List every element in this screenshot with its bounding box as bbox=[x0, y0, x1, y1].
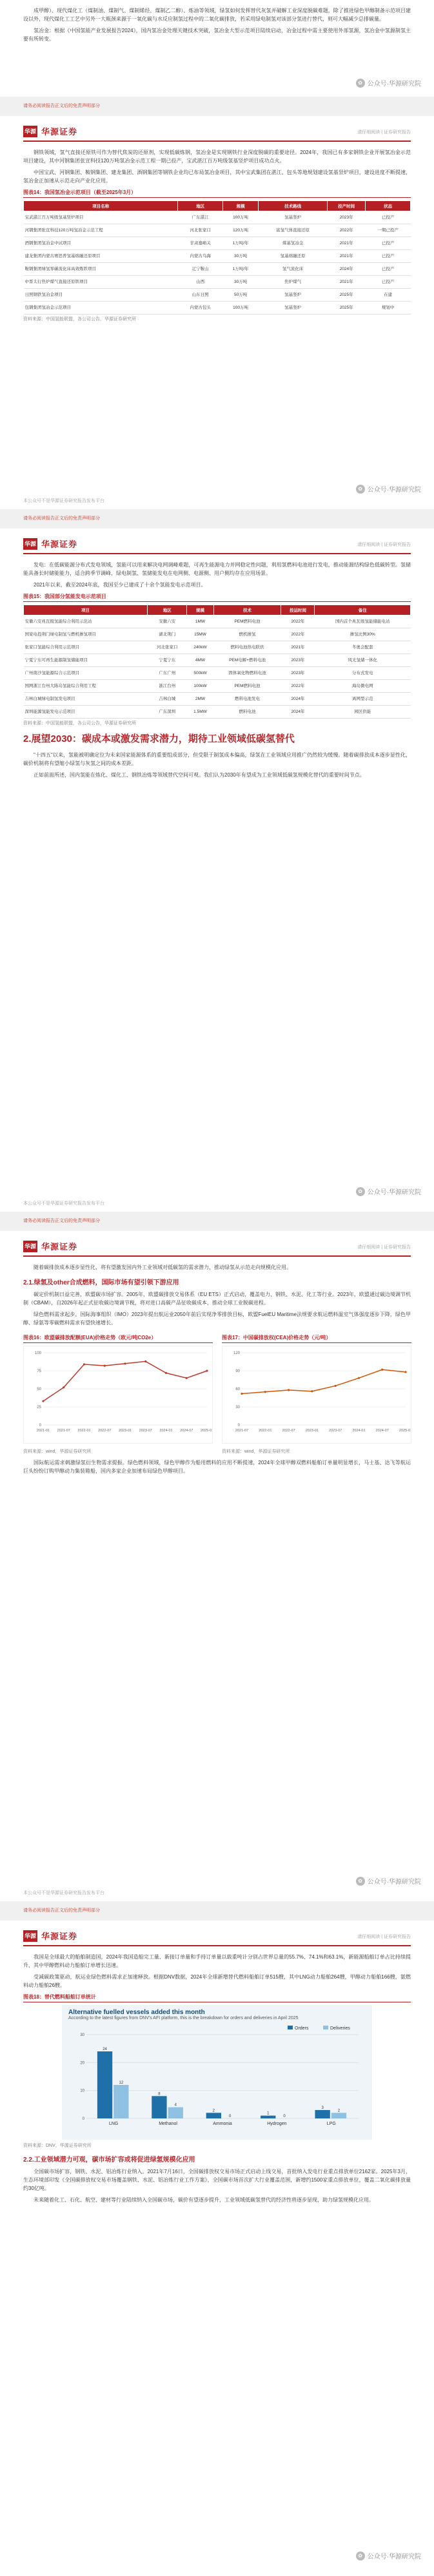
table-cell: 掺氢比例30% bbox=[315, 628, 411, 641]
table-cell: 浙江台州 bbox=[148, 680, 187, 693]
page-2 bbox=[0, 116, 434, 509]
header-divider bbox=[23, 1255, 411, 1257]
table-cell: 30万吨 bbox=[222, 250, 258, 263]
paragraph: 正如前面所述，国内氢能在炼化、煤化工、钢铁冶炼等领域替代空间可观。我们认为2030年有望成为工业领域低碳氢规模化替代的重要时间节点。 bbox=[34, 772, 365, 778]
table-cell: 2MW bbox=[187, 693, 213, 706]
brand-name: 华源证券 bbox=[41, 1932, 78, 1941]
page-footer: 本公众号不是华源证券研究报告发布平台 bbox=[23, 499, 104, 503]
data-point bbox=[264, 1391, 266, 1393]
table-row bbox=[24, 237, 411, 250]
watermark: ✿ 公众号·华源研究院 bbox=[356, 1186, 421, 1196]
paragraph: 中国宝武、河钢集团、鞍钢集团、建龙集团、酒钢集团等钢铁企业均已布局氢冶金项目，其中宝武集团在湛江、包头等地规划建设氢基竖炉项目，建设进度不断提速，氢冶金正加速从示范走向产业化应用。 bbox=[23, 169, 411, 184]
y-tick-label: 30 bbox=[80, 2033, 84, 2037]
page-footer: 本公众号不是华源证券研究报告发布平台 bbox=[23, 1201, 104, 1206]
table-cell: 辽宁鞍山 bbox=[178, 263, 223, 276]
table-cell: 100万吨 bbox=[222, 211, 258, 224]
table-cell: 海岛微电网 bbox=[315, 680, 411, 693]
data-label: 4 bbox=[174, 2103, 177, 2107]
table-cell: 宁夏宁东可再生能源制氢储能项目 bbox=[24, 654, 148, 667]
table-cell: 一期已投产 bbox=[366, 224, 411, 237]
y-tick-label: 0 bbox=[82, 2117, 84, 2121]
table-cell: 固体氧化物燃料电池 bbox=[213, 667, 281, 680]
data-point bbox=[104, 1365, 106, 1367]
table-cell: 2021年 bbox=[281, 641, 315, 654]
table-cell: 山东日照 bbox=[178, 289, 223, 302]
data-point bbox=[288, 1389, 290, 1391]
brand bbox=[23, 125, 77, 137]
subsection-heading: 2.1.绿氢及other合成燃料，国际市场有望引领下游应用 bbox=[23, 1279, 179, 1286]
data-label: 24 bbox=[103, 2048, 107, 2051]
y-tick-label: 100 bbox=[34, 1351, 41, 1355]
page-separator: 请务必阅读报告正文后的免责声明部分 bbox=[0, 1901, 434, 1921]
table-cell: 氢基竖炉 bbox=[259, 302, 328, 315]
table-header: 规模 bbox=[187, 605, 213, 615]
header-note: 请仔细阅读 | 证券研究报告 bbox=[357, 1935, 411, 1939]
ship-chart-panel bbox=[62, 2005, 372, 2140]
table-cell: PEM燃料电池 bbox=[213, 680, 281, 693]
header-divider bbox=[23, 140, 411, 142]
table-header: 地区 bbox=[148, 605, 187, 615]
table-row bbox=[24, 224, 411, 237]
table-cell: 燃料电池发电 bbox=[213, 693, 281, 706]
brand bbox=[23, 537, 77, 550]
table-cell: 氢基熔融还原 bbox=[259, 250, 328, 263]
table-cell: 河钢集团张宣科技120万吨氢冶金示范工程 bbox=[24, 224, 178, 237]
bar bbox=[331, 2113, 346, 2118]
table-header: 投产时间 bbox=[328, 201, 366, 211]
watermark: ✿ 公众号·华源研究院 bbox=[356, 78, 421, 88]
ship-chart-subtitle: According to the latest figures from DNV's AFI platform, this is the breakdown for orders and deliveries in April 2025 bbox=[68, 2016, 299, 2020]
chart-cea bbox=[222, 1330, 411, 1458]
paragraph: 我国是全球最大的船舶制造国，2024年我国造船完工量、新接订单量和手持订单量以载重吨计分别占世界总量的55.7%、74.1%和63.1%，新能源船舶订单占比持续提升，其中甲醇燃料动力船舶订单增长迅速。 bbox=[23, 1954, 411, 1968]
data-point bbox=[358, 1377, 360, 1379]
data-point bbox=[83, 1363, 85, 1365]
subsection-heading: 2.2.工业领域潜力可观，碳市场扩容或将促进绿氢规模化应用 bbox=[23, 2156, 195, 2164]
table-cell: 广东湛江 bbox=[178, 211, 223, 224]
data-label: 1 bbox=[267, 2111, 270, 2116]
table-row bbox=[24, 250, 411, 263]
table-cell: 2024年 bbox=[328, 263, 366, 276]
figure-source: 资料来源：wind，华源证券研究所 bbox=[23, 1449, 92, 1454]
table-row bbox=[24, 693, 411, 706]
data-point bbox=[42, 1400, 44, 1402]
figure-source: 资料来源：中国氢能联盟，各公司公告，华源证券研究所 bbox=[23, 721, 136, 726]
table-header: 备注 bbox=[315, 605, 411, 615]
paragraph: 碳定价机制日益完善，欧盟碳市场扩容。2005年，欧盟碳排放交易体系（EU ETS）正式启动，覆盖电力、钢铁、水泥、化工等行业。2023年，欧盟通过碳边境调节机制（CBAM），自2026年起正式征收碳边境调节税，将对进口高碳产品征收碳成本，推动全球工业脱碳进程。 bbox=[23, 1292, 411, 1306]
table-cell: 国内首个兆瓦级氢能储能电站 bbox=[315, 615, 411, 628]
table-cell: 2022年 bbox=[281, 628, 315, 641]
hydrogen-power-table bbox=[23, 605, 411, 719]
data-point bbox=[63, 1386, 64, 1388]
table-cell: 安徽六安 bbox=[148, 615, 187, 628]
x-tick-label: 2021-07 bbox=[235, 1429, 249, 1433]
eua-price-chart bbox=[23, 1346, 213, 1444]
y-tick-label: 120 bbox=[233, 1351, 240, 1355]
ship-chart-title: Alternative fuelled vessels added this month bbox=[68, 2009, 205, 2016]
table-cell: 鞍钢集团绿氢零碳流化床高效炼铁项目 bbox=[24, 263, 178, 276]
paragraph: "十四五"以来，氢能被明确定位为未来国家能源体系的重要组成部分，但受限于制氢成本偏高，绿氢在工业领域应用推广仍然较为缓慢。随着碳排放成本逐步显性化，碳价机制将有望缩小绿氢与灰氢之间的成本差距。 bbox=[23, 752, 411, 766]
x-tick-label: 2022-07 bbox=[282, 1429, 295, 1433]
cea-price-chart bbox=[222, 1346, 411, 1444]
table-cell: 1.5MW bbox=[187, 706, 213, 719]
table-cell: 湖北荆门 bbox=[148, 628, 187, 641]
table-row bbox=[24, 628, 411, 641]
table-cell: 氢基竖炉 bbox=[259, 211, 328, 224]
paragraph: 随着碳排放成本逐步显性化，将有望激发国内外工业领域对低碳氢的需求潜力，推动绿氢从示范走向规模化应用。 bbox=[34, 1264, 291, 1270]
table-header: 技术 bbox=[213, 605, 281, 615]
wechat-icon: ✿ bbox=[356, 485, 365, 494]
table-cell: 氢气流化床 bbox=[259, 263, 328, 276]
page-separator: 请务必阅读报告正文后的免责声明部分 bbox=[0, 1212, 434, 1231]
x-tick-label: 2022-01 bbox=[259, 1429, 272, 1433]
brand-name: 华源证券 bbox=[41, 127, 78, 137]
table-cell: 2021年 bbox=[328, 237, 366, 250]
table-row bbox=[24, 667, 411, 680]
table-row bbox=[24, 641, 411, 654]
table-cell: 焦炉煤气 bbox=[259, 276, 328, 289]
table-cell: 日照钢铁氢冶金项目 bbox=[24, 289, 178, 302]
table-cell: 4MW bbox=[187, 654, 213, 667]
table-cell: 离网型示范 bbox=[315, 693, 411, 706]
alt-fuel-orders-chart bbox=[68, 2023, 365, 2133]
x-tick-label: 2025-01 bbox=[399, 1429, 411, 1433]
table-cell: 1万吨/年 bbox=[222, 263, 258, 276]
table-header: 状态 bbox=[366, 201, 411, 211]
data-point bbox=[241, 1393, 242, 1395]
table-row bbox=[24, 654, 411, 667]
y-tick-label: 10 bbox=[80, 2089, 84, 2093]
wechat-icon: ✿ bbox=[356, 79, 365, 88]
table-cell: 氢基竖炉 bbox=[259, 289, 328, 302]
figure-title: 图表18：替代燃料船舶订单统计 bbox=[23, 1993, 411, 2002]
table-cell: 河北张家口 bbox=[178, 224, 223, 237]
table-cell: 分布式发电 bbox=[315, 667, 411, 680]
figure-title: 图表17：中国碳排放权(CEA)价格走势（元/吨） bbox=[222, 1334, 411, 1343]
wechat-icon: ✿ bbox=[356, 2552, 365, 2561]
table-cell: 2022年 bbox=[281, 615, 315, 628]
data-label: 12 bbox=[119, 2081, 124, 2085]
x-tick-label: LNG bbox=[108, 2122, 119, 2126]
table-cell: 建龙集团内蒙古赛思普氢基熔融还原项目 bbox=[24, 250, 178, 263]
data-point bbox=[335, 1385, 337, 1387]
table-header: 规模 bbox=[222, 201, 258, 211]
table-cell: 在建 bbox=[366, 289, 411, 302]
table-header: 地区 bbox=[178, 201, 223, 211]
paragraph: 发电：在低碳能源分布式发电领域，氢能可以用来解决电网调峰难题，可再生能源电力并网稳定性问题，利用氢燃料电池进行发电，推动能源结构绿色低碳转型。氢储能具备长时储能能力，适合跨季节调峰，绿电制氢、氢储能发电在电网侧、电源侧、用户侧均存在应用场景。 bbox=[23, 562, 411, 576]
table-cell: 规划中 bbox=[366, 302, 411, 315]
bar bbox=[113, 2085, 128, 2118]
paragraph: 氢冶金：根据《中国氢能产业发展报告2024》，国内氢冶金处理关键技术突破，氢冶金大型示范项目陆续启动，冶金过程中需主要使用外部氢源，氢冶金中氢源制氢主要有所转变。 bbox=[23, 28, 411, 42]
table-cell: 已投产 bbox=[366, 276, 411, 289]
table-cell: 国网浙江台州大陈岛氢能综合利用工程 bbox=[24, 680, 148, 693]
bar bbox=[97, 2051, 112, 2118]
table-header: 技术路线 bbox=[259, 201, 328, 211]
table-cell: 已投产 bbox=[366, 211, 411, 224]
legend-swatch bbox=[288, 2026, 293, 2029]
x-tick-label: 2021-01 bbox=[36, 1429, 50, 1433]
table-cell: 宝武湛江百万吨级氢基竖炉项目 bbox=[24, 211, 178, 224]
table-cell: 安徽六安兆瓦级氢能综合利用示范站 bbox=[24, 615, 148, 628]
brand bbox=[23, 1240, 77, 1252]
table-cell: 2021年 bbox=[328, 276, 366, 289]
x-tick-label: 2023-01 bbox=[118, 1429, 132, 1433]
page-3 bbox=[0, 528, 434, 1212]
header-note: 请仔细阅读 | 证券研究报告 bbox=[357, 543, 411, 547]
y-tick-label: 0 bbox=[39, 1424, 41, 1428]
y-tick-label: 20 bbox=[80, 2061, 84, 2066]
table-cell: 富氢气体直接还原 bbox=[259, 224, 328, 237]
table-row bbox=[24, 302, 411, 315]
bar bbox=[206, 2113, 221, 2118]
legend-label: Deliveries bbox=[330, 2026, 350, 2031]
table-cell: 广州南沙氢能源综合示范项目 bbox=[24, 667, 148, 680]
figure-title: 图表16：欧盟碳排放配额(EUA)价格走势（欧元/吨CO2e） bbox=[23, 1334, 213, 1343]
table-cell: 已投产 bbox=[366, 250, 411, 263]
brand-logo: 华源 bbox=[23, 1241, 37, 1252]
page-separator: 请务必阅读报告正文后的免责声明部分 bbox=[0, 97, 434, 116]
x-tick-label: 2022-07 bbox=[98, 1429, 112, 1433]
bar bbox=[152, 2096, 166, 2118]
y-tick-label: 25 bbox=[37, 1406, 41, 1409]
table-cell: 2023年 bbox=[281, 654, 315, 667]
header-divider bbox=[23, 1945, 411, 1946]
table-header: 项目名称 bbox=[24, 201, 178, 211]
y-tick-label: 75 bbox=[37, 1370, 41, 1373]
wechat-icon: ✿ bbox=[356, 1877, 365, 1886]
x-tick-label: 2022-01 bbox=[77, 1429, 91, 1433]
table-cell: 广东深圳 bbox=[148, 706, 187, 719]
header-note: 请仔细阅读 | 证券研究报告 bbox=[357, 130, 411, 135]
table-cell: 2023年 bbox=[281, 667, 315, 680]
x-tick-label: 2023-01 bbox=[305, 1429, 319, 1433]
table-cell: 15MW bbox=[187, 628, 213, 641]
table-cell: 2022年 bbox=[281, 680, 315, 693]
table-cell: 酒钢集团氢冶金中试项目 bbox=[24, 237, 178, 250]
table-cell: 2024年 bbox=[281, 706, 315, 719]
data-label: 0 bbox=[228, 2115, 232, 2118]
x-tick-label: 2023-07 bbox=[329, 1429, 342, 1433]
table-cell: 包钢集团氢冶金示范项目 bbox=[24, 302, 178, 315]
watermark: ✿ 公众号·华源研究院 bbox=[356, 1876, 421, 1886]
watermark: ✿ 公众号·华源研究院 bbox=[356, 2551, 421, 2561]
table-cell: 120万吨 bbox=[222, 224, 258, 237]
table-row bbox=[24, 263, 411, 276]
table-header: 投运时间 bbox=[281, 605, 315, 615]
page-separator: 请务必阅读报告正文后的免责声明部分 bbox=[0, 509, 434, 528]
bar bbox=[168, 2107, 183, 2118]
table-cell: 50万吨 bbox=[222, 289, 258, 302]
data-label: 0 bbox=[283, 2115, 286, 2118]
table-cell: 河北张家口 bbox=[148, 641, 187, 654]
data-point bbox=[206, 1370, 208, 1371]
table-cell: 园区供能 bbox=[315, 706, 411, 719]
table-cell: 内蒙古包头 bbox=[178, 302, 223, 315]
brand-name: 华源证券 bbox=[41, 539, 78, 549]
table-cell: PEM电解+燃料电池 bbox=[213, 654, 281, 667]
paragraph: 成甲醇）、现代煤化工（煤制油、煤制气、煤制烯烃、煤制乙二醇）、炼油等领域，绿氢如何发挥替代灰氢并破解工业深度脱碳难题，除了推进绿色甲醇制备示范项目建设以外，现代煤化工工艺中另外一大瓶颈来源于一氧化碳与水反应制氢过程中的二氧化碳排放，若采用绿电制氢对该部分氢进行替代，则可大幅减少总排碳量。 bbox=[23, 8, 411, 22]
table-cell: 内蒙古乌海 bbox=[178, 250, 223, 263]
x-tick-label: 2024-07 bbox=[375, 1429, 389, 1433]
x-tick-label: Hydrogen bbox=[267, 2122, 287, 2126]
series-line bbox=[242, 1370, 406, 1393]
table-cell: 煤基氢冶金 bbox=[259, 237, 328, 250]
table-cell: 广东广州 bbox=[148, 667, 187, 680]
data-point bbox=[381, 1369, 383, 1371]
table-row bbox=[24, 706, 411, 719]
x-tick-label: 2025-01 bbox=[200, 1429, 213, 1433]
data-point bbox=[186, 1377, 188, 1379]
table-cell: 2025年 bbox=[328, 289, 366, 302]
table-cell: 2023年 bbox=[328, 211, 366, 224]
table-cell: 已投产 bbox=[366, 237, 411, 250]
table-cell: 甘肃嘉峪关 bbox=[178, 237, 223, 250]
y-tick-label: 50 bbox=[37, 1388, 41, 1391]
brand-logo: 华源 bbox=[23, 538, 37, 550]
table-cell: 风光氢储一体化 bbox=[315, 654, 411, 667]
legend-label: Orders bbox=[295, 2026, 309, 2031]
table-cell: 30万吨 bbox=[222, 276, 258, 289]
paragraph: 全国碳市场扩容，钢铁、水泥、铝冶炼行业纳入。2021年7月16日，全国碳排放权交易市场正式启动上线交易，首批纳入发电行业重点排放单位2162家。2025年3月，生态环境部印发《全国碳排放权交易市场覆盖钢铁、水泥、铝冶炼行业工作方案》，全国碳市场首次扩大行业覆盖范围，新增约1500家重点排放单位，覆盖二氧化碳排放量约30亿吨。 bbox=[23, 2169, 411, 2191]
header-note: 请仔细阅读 | 证券研究报告 bbox=[357, 1245, 411, 1250]
legend-swatch bbox=[323, 2026, 328, 2029]
table-cell: 张家口氢能综合利用示范项目 bbox=[24, 641, 148, 654]
page-4 bbox=[0, 1231, 434, 1901]
y-tick-label: 60 bbox=[235, 1388, 240, 1391]
table-cell: 500kW bbox=[187, 667, 213, 680]
table-row bbox=[24, 615, 411, 628]
table-cell: 2022年 bbox=[328, 224, 366, 237]
table-cell: PEM燃料电池 bbox=[213, 615, 281, 628]
x-tick-label: Ammonia bbox=[213, 2122, 232, 2126]
table-cell: 吉林白城绿电制氢发电项目 bbox=[24, 693, 148, 706]
paragraph: 受减碳政策驱动，航运业绿色燃料需求正加速释放。根据DNV数据，2024年全球新增替代燃料船舶订单515艘，其中LNG动力船舶264艘，甲醇动力船舶166艘，氨燃料动力船舶26艘。 bbox=[23, 1974, 411, 1988]
page-footer: 本公众号不是华源证券研究报告发布平台 bbox=[23, 1891, 104, 1895]
table-cell: 已投产 bbox=[366, 263, 411, 276]
table-cell: 深圳能源氢能发电示范项目 bbox=[24, 706, 148, 719]
hydrogen-metallurgy-table bbox=[23, 200, 411, 315]
chart-row bbox=[23, 1330, 411, 1458]
table-cell: 山西 bbox=[178, 276, 223, 289]
page-5 bbox=[0, 1921, 434, 2576]
figure-title: 图表14：我国氢冶金示范项目（截至2025年3月） bbox=[23, 189, 411, 198]
paragraph: 绿色燃料需求起步。国际海事组织（IMO）2023年提出航运业2050年前后实现净零排放目标，欧盟FuelEU Maritime法规要求航运燃料温室气体强度逐步下降，绿色甲醇、绿氨等零碳燃料需求有望快速增长。 bbox=[23, 1312, 411, 1326]
watermark: ✿ 公众号·华源研究院 bbox=[356, 484, 421, 494]
figure-source: 资料来源：wind，华源证券研究所 bbox=[222, 1449, 290, 1454]
figure-title: 图表15：我国部分氢能发电示范项目 bbox=[23, 593, 411, 602]
brand-logo: 华源 bbox=[23, 126, 37, 137]
x-tick-label: 2021-07 bbox=[57, 1429, 70, 1433]
data-label: 8 bbox=[158, 2092, 161, 2097]
table-cell: 100万吨 bbox=[222, 302, 258, 315]
x-tick-label: 2024-01 bbox=[159, 1429, 173, 1433]
table-cell: 中晋太行焦炉煤气直接还原铁项目 bbox=[24, 276, 178, 289]
x-tick-label: Methanol bbox=[159, 2122, 177, 2126]
bar bbox=[261, 2116, 275, 2118]
table-row bbox=[24, 276, 411, 289]
table-cell: 100kW bbox=[187, 680, 213, 693]
table-cell: 国家电投荆门绿电制氢与燃机掺氢项目 bbox=[24, 628, 148, 641]
table-cell: 燃料电池热电联供 bbox=[213, 641, 281, 654]
table-cell: 240kW bbox=[187, 641, 213, 654]
table-cell: 1万吨/年 bbox=[222, 237, 258, 250]
series-line bbox=[43, 1361, 207, 1401]
data-point bbox=[165, 1372, 167, 1374]
table-cell: 2021年 bbox=[328, 250, 366, 263]
figure-source: 资料来源：中国氢能联盟，各公司公告，华源证券研究所 bbox=[23, 317, 136, 322]
x-tick-label: 2024-07 bbox=[180, 1429, 193, 1433]
brand bbox=[23, 1930, 77, 1942]
wechat-icon: ✿ bbox=[356, 1187, 365, 1196]
y-tick-label: 0 bbox=[237, 1424, 240, 1428]
table-row bbox=[24, 211, 411, 224]
table-row bbox=[24, 680, 411, 693]
x-tick-label: 2023-07 bbox=[139, 1429, 152, 1433]
data-label: 2 bbox=[212, 2109, 215, 2113]
data-point bbox=[144, 1361, 146, 1362]
table-cell: 吉林白城 bbox=[148, 693, 187, 706]
data-point bbox=[404, 1371, 406, 1373]
data-label: 3 bbox=[321, 2106, 324, 2110]
y-tick-label: 90 bbox=[235, 1370, 240, 1373]
table-cell: 燃机掺氢 bbox=[213, 628, 281, 641]
table-header: 项目 bbox=[24, 605, 148, 615]
page-1 bbox=[0, 0, 434, 97]
paragraph: 钢铁领域，氢气直接还原铁可作为替代焦炭的还原剂，实现低碳炼钢，氢冶金是实现钢铁行业深度脱碳的重要途径。2024年，我国已有多家钢铁企业开展氢冶金示范项目建设，其中河钢集团张宣科技120万吨氢冶金示范工程一期已投产，宝武湛江百万吨级氢基竖炉项目成功点火。 bbox=[23, 150, 411, 164]
x-tick-label: 2024-01 bbox=[352, 1429, 366, 1433]
table-cell: 2024年 bbox=[281, 693, 315, 706]
bar bbox=[315, 2110, 330, 2118]
chart-eua bbox=[23, 1330, 213, 1458]
x-tick-label: LPG bbox=[326, 2122, 336, 2126]
table-cell: 燃料电池 bbox=[213, 706, 281, 719]
data-point bbox=[311, 1390, 313, 1392]
data-label: 2 bbox=[337, 2109, 340, 2113]
table-cell: 2025年 bbox=[328, 302, 366, 315]
figure-source: 资料来源：DNV，华源证券研究所 bbox=[23, 2144, 92, 2148]
table-row bbox=[24, 289, 411, 302]
paragraph: 未来随着化工、石化、航空、建材等行业陆续纳入全国碳市场，碳价有望逐步提升，工业领域低碳氢替代的经济性将逐步显现，助力绿氢规模化应用。 bbox=[34, 2197, 374, 2203]
paragraph: 2021年以来，截至2024年底，我国至少已建成了十余个氢能发电示范项目。 bbox=[34, 582, 206, 588]
table-cell: 冬奥会配套 bbox=[315, 641, 411, 654]
table-cell: 1MW bbox=[187, 615, 213, 628]
table-cell: 宁夏宁东 bbox=[148, 654, 187, 667]
header-divider bbox=[23, 553, 411, 554]
y-tick-label: 30 bbox=[235, 1406, 240, 1409]
data-point bbox=[124, 1362, 126, 1364]
paragraph: 国际航运需求刺激绿氢衍生物需求提振。绿色燃料领域，绿色甲醇作为船用燃料的应用不断提速，2024年全球甲醇双燃料船舶订单量明显增长，马士基、达飞等航运巨头纷纷订购甲醇动力集装箱船，国内多家企业加速布局绿色甲醇项目。 bbox=[23, 1460, 411, 1474]
brand-logo: 华源 bbox=[23, 1930, 37, 1942]
brand-name: 华源证券 bbox=[41, 1242, 78, 1252]
section-heading: 2.展望2030：碳成本或激发需求潜力，期待工业领域低碳氢替代 bbox=[23, 733, 295, 744]
